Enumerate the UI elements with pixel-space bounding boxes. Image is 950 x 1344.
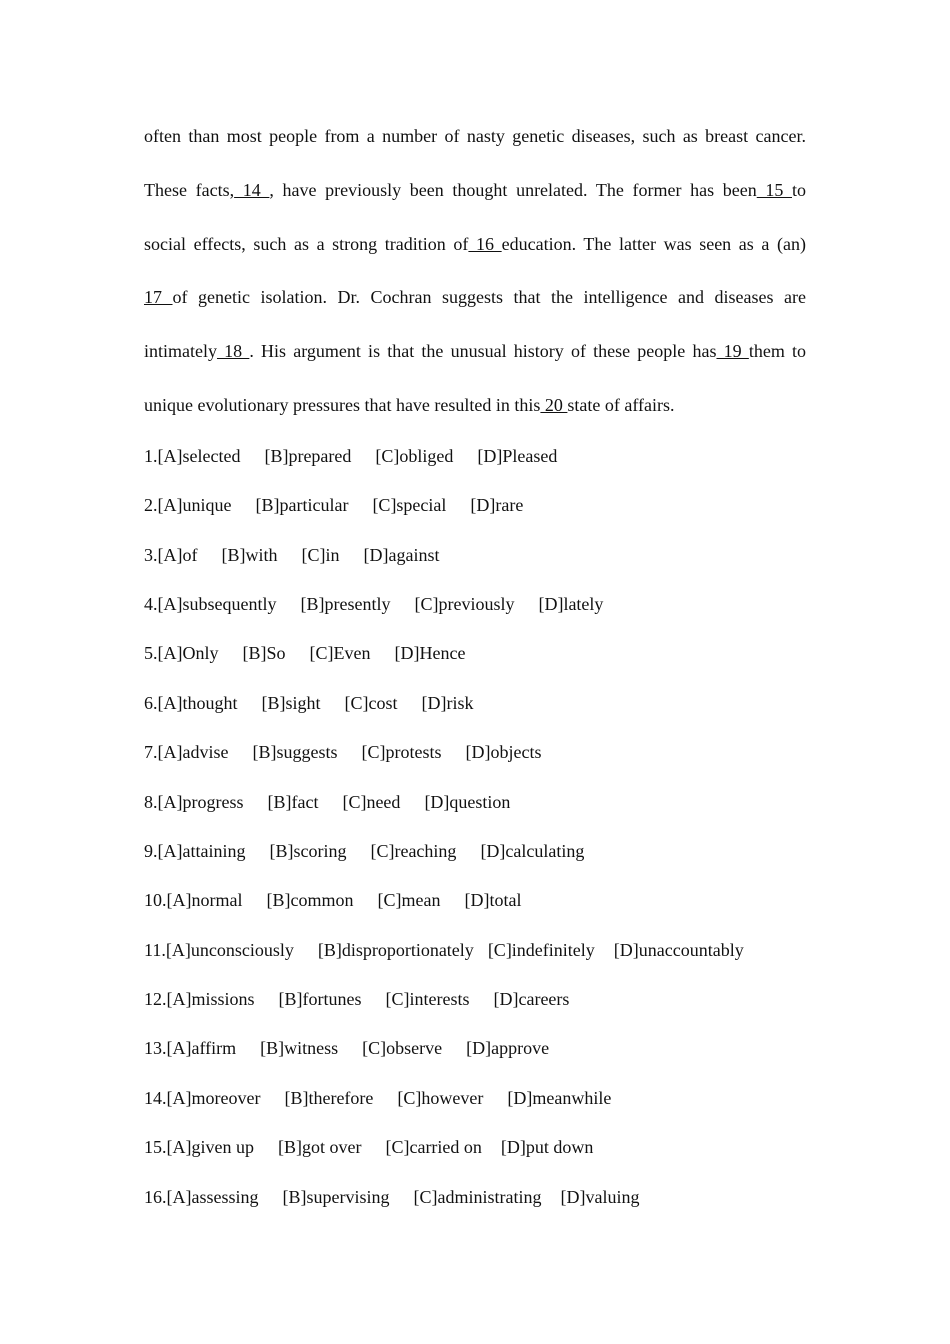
option-c: [C]Even xyxy=(309,643,371,664)
question-row xyxy=(144,1033,806,1082)
option-c: [C]mean xyxy=(377,890,441,911)
option-c: [C]cost xyxy=(344,692,398,713)
option-c: [C]reaching xyxy=(370,840,457,861)
option-d: [D]put down xyxy=(500,1137,594,1158)
question-number: 8. xyxy=(144,791,158,812)
blank-15: 15 xyxy=(756,179,792,200)
blank-17: 17 xyxy=(144,287,173,308)
question-number: 15. xyxy=(144,1137,167,1158)
question-list xyxy=(144,441,806,1231)
passage-text: intimately xyxy=(144,341,217,362)
passage-line xyxy=(144,172,806,226)
question-row xyxy=(144,984,806,1033)
option-b: [B]with xyxy=(221,544,278,565)
option-c: [C]indefinitely xyxy=(487,939,595,960)
question-row xyxy=(144,1132,806,1181)
option-c: [C]need xyxy=(342,791,401,812)
option-b: [B]So xyxy=(242,643,286,664)
question-row xyxy=(144,787,806,836)
blank-16: 16 xyxy=(468,233,502,254)
question-number: 7. xyxy=(144,742,158,763)
option-b: [B]common xyxy=(266,890,354,911)
question-row xyxy=(144,688,806,737)
option-b: [B]got over xyxy=(277,1137,362,1158)
option-d: [D]total xyxy=(464,890,522,911)
option-a: [A]given up xyxy=(166,1137,254,1158)
question-number: 11. xyxy=(144,939,166,960)
passage-line xyxy=(144,387,806,441)
option-c: [C]protests xyxy=(361,742,442,763)
question-row xyxy=(144,490,806,539)
option-d: [D]meanwhile xyxy=(507,1087,612,1108)
option-a: [A]advise xyxy=(157,742,229,763)
option-c: [C]observe xyxy=(362,1038,443,1059)
passage-text: state of affairs. xyxy=(567,394,675,415)
passage-line xyxy=(144,226,806,280)
option-a: [A]missions xyxy=(166,989,255,1010)
option-a: [A]progress xyxy=(157,791,244,812)
option-a: [A]affirm xyxy=(166,1038,237,1059)
option-b: [B]disproportionately xyxy=(317,939,474,960)
option-c: [C]obliged xyxy=(375,445,454,466)
option-a: [A]thought xyxy=(157,692,238,713)
passage-line xyxy=(144,279,806,333)
option-d: [D]Pleased xyxy=(477,445,558,466)
option-b: [B]particular xyxy=(255,495,349,516)
option-a: [A]normal xyxy=(166,890,243,911)
option-b: [B]fortunes xyxy=(278,989,362,1010)
option-d: [D]unaccountably xyxy=(613,939,744,960)
question-row xyxy=(144,540,806,589)
option-d: [D]risk xyxy=(421,692,474,713)
option-c: [C]special xyxy=(372,495,447,516)
option-b: [B]fact xyxy=(267,791,319,812)
option-b: [B]therefore xyxy=(284,1087,374,1108)
question-row xyxy=(144,885,806,934)
question-number: 13. xyxy=(144,1038,167,1059)
option-a: [A]subsequently xyxy=(157,593,277,614)
passage xyxy=(144,118,806,441)
option-b: [B]witness xyxy=(260,1038,339,1059)
option-a: [A]attaining xyxy=(157,840,246,861)
option-c: [C]interests xyxy=(385,989,470,1010)
question-number: 6. xyxy=(144,692,158,713)
question-number: 10. xyxy=(144,890,167,911)
option-c: [C]administrating xyxy=(413,1186,542,1207)
question-row xyxy=(144,638,806,687)
option-b: [B]presently xyxy=(300,593,391,614)
option-a: [A]assessing xyxy=(166,1186,259,1207)
passage-text: social effects, such as a strong tradition of xyxy=(144,233,469,254)
option-d: [D]question xyxy=(424,791,511,812)
passage-text: , have previously been thought unrelated. The former has been xyxy=(269,179,757,200)
question-number: 16. xyxy=(144,1186,167,1207)
question-row xyxy=(144,836,806,885)
passage-text: education. The latter was seen as a (an) xyxy=(501,233,806,254)
option-a: [A]unconsciously xyxy=(165,939,294,960)
option-d: [D]Hence xyxy=(394,643,466,664)
passage-text: to xyxy=(792,179,807,200)
question-row xyxy=(144,1182,806,1231)
option-d: [D]lately xyxy=(538,593,604,614)
option-a: [A]Only xyxy=(157,643,219,664)
passage-line xyxy=(144,333,806,387)
option-d: [D]objects xyxy=(465,742,542,763)
question-number: 12. xyxy=(144,989,167,1010)
question-number: 2. xyxy=(144,495,158,516)
option-d: [D]calculating xyxy=(480,840,585,861)
blank-20: 20 xyxy=(540,394,568,415)
passage-text: often than most people from a number of nasty genetic diseases, such as breast cancer. xyxy=(144,126,806,146)
passage-text: . His argument is that the unusual history of these people has xyxy=(249,341,717,362)
question-row xyxy=(144,935,806,984)
option-c: [C]however xyxy=(397,1087,484,1108)
option-c: [C]previously xyxy=(414,593,515,614)
document-page xyxy=(144,118,806,1231)
option-b: [B]supervising xyxy=(282,1186,390,1207)
option-c: [C]carried on xyxy=(385,1137,482,1158)
passage-text: These facts, xyxy=(144,179,235,200)
option-c: [C]in xyxy=(301,544,340,565)
option-d: [D]valuing xyxy=(560,1186,640,1207)
option-a: [A]unique xyxy=(157,495,232,516)
option-b: [B]prepared xyxy=(264,445,352,466)
passage-line xyxy=(144,118,806,172)
question-number: 9. xyxy=(144,840,158,861)
blank-14: 14 xyxy=(234,179,270,200)
option-a: [A]of xyxy=(157,544,198,565)
question-row xyxy=(144,1083,806,1132)
option-a: [A]selected xyxy=(157,445,241,466)
option-d: [D]rare xyxy=(470,495,524,516)
question-number: 3. xyxy=(144,544,158,565)
question-row xyxy=(144,441,806,490)
passage-text: of genetic isolation. Dr. Cochran suggests that the intelligence and diseases are xyxy=(172,287,806,308)
question-number: 1. xyxy=(144,445,158,466)
option-d: [D]careers xyxy=(493,989,570,1010)
option-b: [B]suggests xyxy=(252,742,338,763)
question-number: 5. xyxy=(144,643,158,664)
question-row xyxy=(144,737,806,786)
option-d: [D]approve xyxy=(466,1038,550,1059)
passage-text: them to xyxy=(748,341,807,362)
blank-19: 19 xyxy=(716,341,749,362)
question-number: 14. xyxy=(144,1087,167,1108)
blank-18: 18 xyxy=(216,341,250,362)
option-a: [A]moreover xyxy=(166,1087,261,1108)
option-d: [D]against xyxy=(363,544,440,565)
passage-text: unique evolutionary pressures that have resulted in this xyxy=(144,394,541,415)
question-number: 4. xyxy=(144,593,158,614)
question-row xyxy=(144,589,806,638)
option-b: [B]sight xyxy=(261,692,321,713)
option-b: [B]scoring xyxy=(269,840,347,861)
